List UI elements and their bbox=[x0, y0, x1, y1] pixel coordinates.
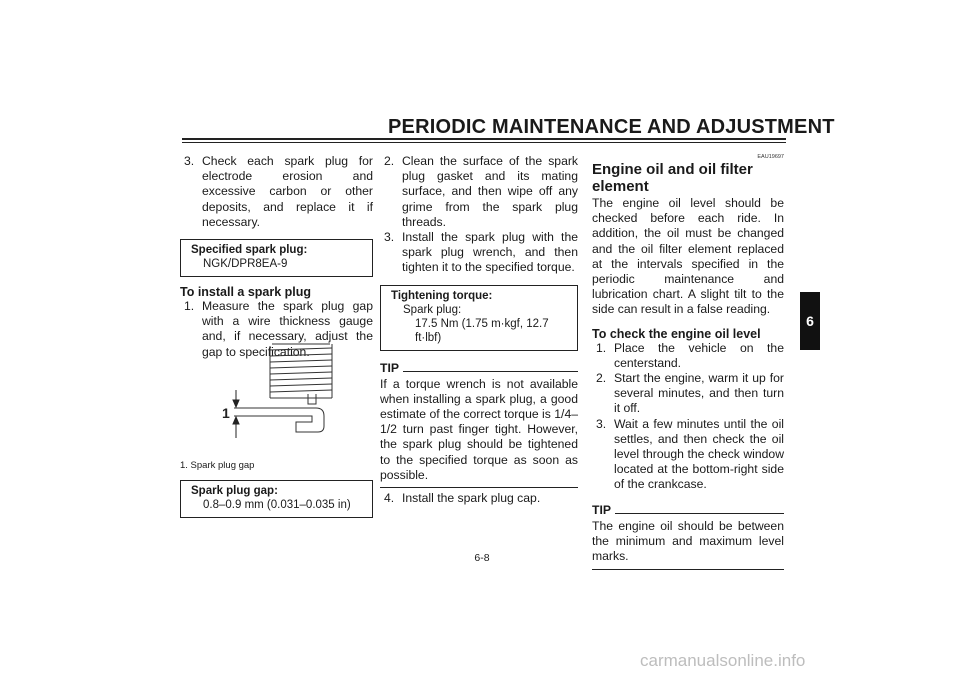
tip-label: TIP bbox=[592, 502, 611, 517]
check-heading: To check the engine oil level bbox=[592, 326, 761, 341]
spec-box-title: Tightening torque: bbox=[391, 289, 493, 302]
spec-box-value: 0.8–0.9 mm (0.031–0.035 in) bbox=[203, 499, 351, 511]
header-rule-thin bbox=[182, 142, 786, 143]
tip-header bbox=[592, 503, 784, 517]
spark-plug-gap-figure bbox=[212, 338, 344, 442]
tip-text: The engine oil should be between the minimum and maximum level marks. bbox=[592, 518, 784, 564]
spec-box-label: Spark plug: bbox=[403, 303, 462, 316]
tip-end-rule bbox=[380, 487, 578, 488]
step-text: Wait a few minutes until the oil settles, and then check the oil level through the check window located at the bottom-right side of the crankcase. bbox=[614, 416, 784, 492]
tip-text: If a torque wrench is not available when installing a spark plug, a good estimate of the correct torque is 1/4–1/2 turn past finger tight. However, the spark plug should be tightened to the specified torque as soon as possible. bbox=[380, 376, 578, 482]
spec-box-spark-plug-gap bbox=[180, 480, 373, 518]
step-number: 3. bbox=[596, 416, 607, 431]
figure-caption: 1. Spark plug gap bbox=[180, 460, 255, 471]
step-3-check-level bbox=[592, 417, 784, 493]
gap-dimension-arrows bbox=[233, 390, 239, 438]
step-2-clean bbox=[380, 154, 578, 230]
chapter-tab[interactable]: 6 bbox=[800, 292, 820, 350]
step-text: Install the spark plug with the spark plug wrench, and then tighten it to the specified torque. bbox=[402, 230, 578, 275]
step-number: 1. bbox=[596, 340, 607, 355]
ground-electrode bbox=[234, 408, 324, 432]
step-text: Check each spark plug for electrode erosion and excessive carbon or other deposits, and replace it if necessary. bbox=[202, 154, 373, 229]
column-2 bbox=[380, 154, 578, 506]
step-3-inspect bbox=[180, 154, 373, 230]
step-number: 2. bbox=[384, 154, 395, 168]
section-code: EAU19697 bbox=[757, 154, 784, 160]
step-text: Clean the surface of the spark plug gasket and its mating surface, and then wipe off any grime from the spark plug threads. bbox=[402, 154, 578, 229]
step-4-cap bbox=[380, 491, 578, 506]
step-text: Start the engine, warm it up for several minutes, and then turn it off. bbox=[614, 371, 784, 416]
step-number: 2. bbox=[596, 371, 607, 386]
step-1-centerstand bbox=[592, 341, 784, 371]
step-text: Install the spark plug cap. bbox=[402, 491, 541, 506]
step-number: 1. bbox=[184, 299, 195, 314]
tip-end-rule bbox=[592, 569, 784, 570]
center-electrode bbox=[308, 394, 316, 404]
step-number: 3. bbox=[384, 230, 395, 245]
step-text: Measure the spark plug gap with a wire thickness gauge and, if necessary, adjust the gap to specification. bbox=[202, 299, 373, 359]
column-1 bbox=[180, 154, 373, 360]
figure-callout-1: 1 bbox=[222, 405, 230, 421]
page-title: PERIODIC MAINTENANCE AND ADJUSTMENT bbox=[388, 116, 835, 138]
step-2-warm-up bbox=[592, 371, 784, 417]
spec-box-spark-plug bbox=[180, 239, 373, 277]
page-number: 6-8 bbox=[474, 552, 490, 564]
step-number: 4. bbox=[384, 491, 395, 506]
spec-box-title: Specified spark plug: bbox=[191, 244, 308, 257]
step-number: 3. bbox=[184, 154, 195, 168]
section-intro: The engine oil level should be checked before each ride. In addition, the oil must be changed and the oil filter element replaced at the intervals specified in the periodic maintenance and lubrication chart. A slight tilt to the side can result in a false reading. bbox=[592, 196, 784, 317]
spec-box-value: 17.5 Nm (1.75 m·kgf, 12.7 ft·lbf) bbox=[415, 317, 549, 344]
tip-header bbox=[380, 361, 578, 375]
tip-rule bbox=[403, 371, 578, 372]
install-heading: To install a spark plug bbox=[180, 285, 312, 300]
spark-plug-threads bbox=[270, 344, 332, 398]
section-heading: Engine oil and oil filter element bbox=[592, 161, 753, 195]
spec-box-title: Spark plug gap: bbox=[191, 485, 278, 497]
watermark: carmanualsonline.info bbox=[640, 651, 806, 670]
tip-label: TIP bbox=[380, 360, 399, 375]
step-text: Place the vehicle on the centerstand. bbox=[614, 340, 784, 370]
spec-box-value: NGK/DPR8EA-9 bbox=[203, 258, 288, 271]
spec-box-torque bbox=[380, 285, 578, 351]
tip-rule bbox=[615, 513, 784, 514]
column-3 bbox=[592, 154, 784, 570]
header-rule bbox=[182, 138, 786, 140]
step-3-install bbox=[380, 230, 578, 276]
